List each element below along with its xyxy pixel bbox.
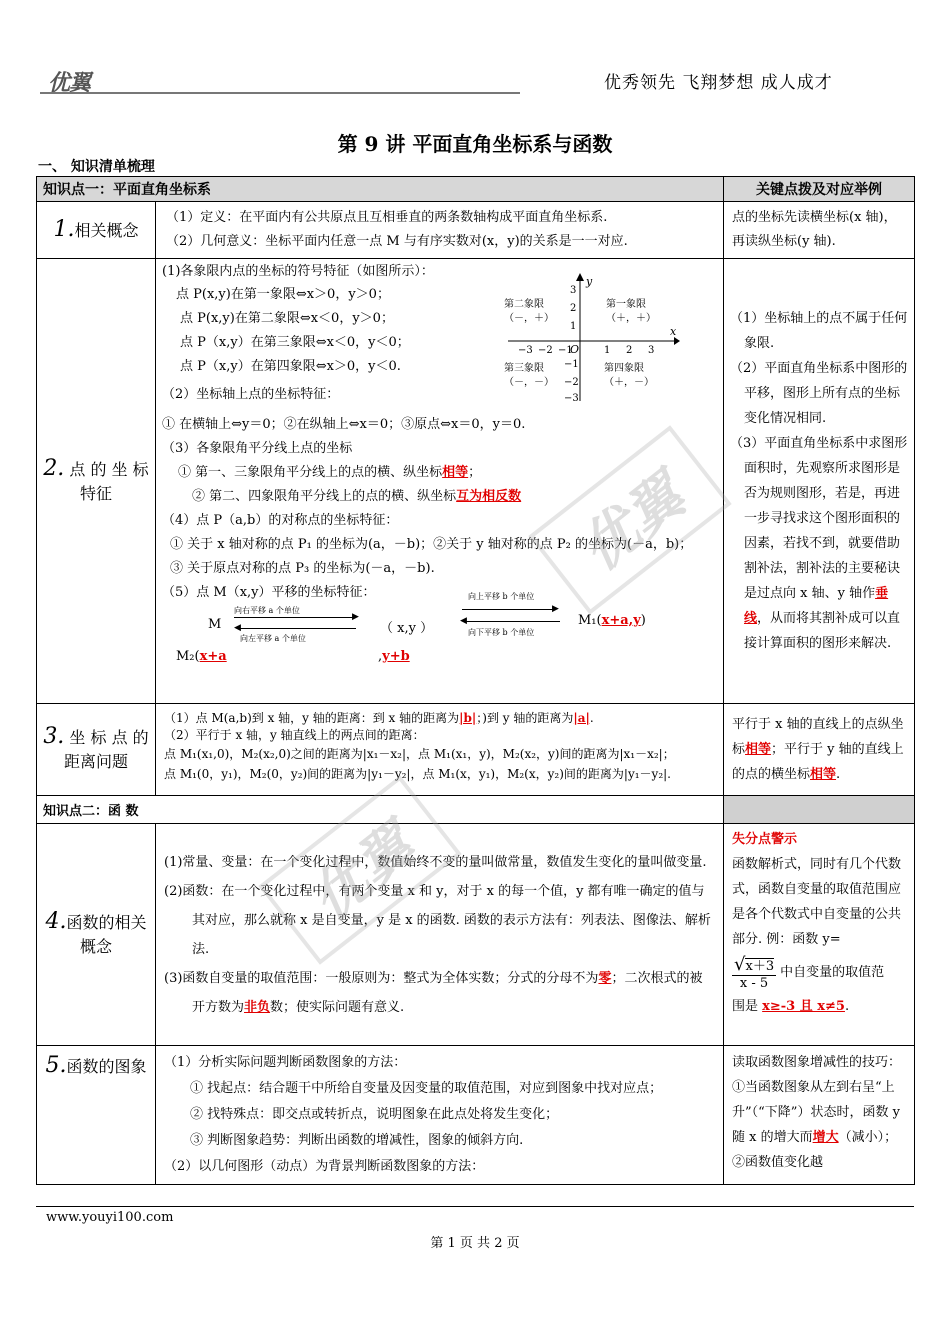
logo: 优翼 (48, 71, 91, 96)
quadrant-2-sign: （－，＋） (504, 313, 554, 324)
row5-content: （1）分析实际问题判断函数图象的方法： ① 找起点：结合题干中所给自变量及因变量的取值范围，对应到图象中找对应点； ② 找特殊点：即交点或转折点，说明图象在此点处将发生变化； ③ 判断图象趋势：判断出函数的增减性，图象的倾斜方向. （2）以几何图形（动点）为背景判断函数图象的方法： (156, 1046, 724, 1185)
watermark: 优翼 (258, 775, 461, 965)
row4-label: 4.函数的相关 概念 (37, 824, 156, 1046)
x-tick: −2 (538, 345, 553, 356)
quadrant-1-sign: （＋，＋） (606, 313, 656, 324)
row3-label: 3. 坐 标 点 的 距离问题 (37, 704, 156, 796)
row2-note: （1）坐标轴上的点不属于任何象限. （2）平面直角坐标系中图形的平移，图形上所有点的坐标变化情况相同. （3）平面直角坐标系中求图形面积时，先观察所求图形是否为规则图形，若是，再进一步寻找求这个图形面积的因素，若找不到，就要借助割补法，割补法的主要秘诀是过点向 x 轴、y 轴作垂线，从而将其割补成可以直接计算面积的图形来解决. (724, 259, 915, 704)
kp2-side (724, 796, 915, 824)
y-axis-label: y (586, 275, 593, 288)
sqrt-fraction: √x＋3 x - 5 (734, 954, 775, 991)
x-tick: −3 (518, 345, 533, 356)
slogan: 优秀领先 飞翔梦想 成人成才 (604, 73, 833, 93)
section-heading: 一、 知识清单梳理 (38, 159, 155, 175)
row4-note: 失分点警示 函数解析式，同时有几个代数式，函数自变量的取值范围应是各个代数式中自变量的公共部分. 例：函数 y= √x＋3 x - 5 中自变量的取值范 围是 x≥-3 且 x≠5. (724, 824, 915, 1046)
y-tick: −1 (564, 359, 579, 370)
quadrant-graph (500, 273, 680, 405)
y-tick: 2 (570, 303, 577, 314)
x-tick: 2 (626, 345, 633, 356)
row1-content: （1）定义：在平面内有公共原点且互相垂直的两条数轴构成平面直角坐标系. （2）几何意义：坐标平面内任意一点 M 与有序实数对(x，y)的关系是一一对应. (156, 202, 724, 259)
quadrant-1-label: 第一象限 (606, 299, 646, 310)
quadrant-2-label: 第二象限 (504, 299, 544, 310)
y-tick: 3 (570, 285, 577, 296)
translation-diagram: M 向右平移 a 个单位 ▶ ◀ 向左平移 a 个单位 （ x,y ） 向上平移 b 个单位 ▶ ◀ 向下平移 b 个单位 M₁(x+a,y) M₂(x+a ,y+b (176, 592, 646, 664)
header-rule (40, 92, 520, 94)
kp1-title: 知识点一：平面直角坐标系 (37, 177, 724, 202)
y-tick: −2 (564, 377, 579, 388)
footer-url[interactable]: www.youyi100.com (46, 1210, 174, 1225)
x-tick: −1 (558, 345, 573, 356)
quadrant-3-label: 第三象限 (504, 363, 544, 374)
knowledge-table (36, 176, 915, 1185)
page-number: 第 1 页 共 2 页 (430, 1236, 520, 1251)
row1-note: 点的坐标先读横坐标(x 轴)，再读纵坐标(y 轴). (724, 202, 915, 259)
side-title: 关键点拨及对应举例 (724, 177, 915, 202)
row3-note: 平行于 x 轴的直线上的点纵坐标相等；平行于 y 轴的直线上的点的横坐标相等. (724, 704, 915, 796)
x-axis-label: x (670, 325, 677, 338)
quadrant-3-sign: （－，－） (504, 377, 554, 388)
quadrant-4-label: 第四象限 (604, 363, 644, 374)
y-tick: −3 (564, 393, 579, 404)
footer-rule (36, 1206, 914, 1207)
page-title: 第 9 讲 平面直角坐标系与函数 (337, 132, 613, 156)
row3-content: （1）点 M(a,b)到 x 轴，y 轴的距离：到 x 轴的距离为|b|；)到 y 轴的距离为|a|. （2）平行于 x 轴，y 轴直线上的两点间的距离： 点 M₁(x₁,0)，M₂(x₂,0)之间的距离为|x₁－x₂|，点 M₁(x₁，y)，M₂(x₂，y)间的距离为|x₁－x₂|； 点 M₁(0，y₁)，M₂(0，y₂)间的距离为|y₁－y₂|，点 M₁(x，y₁)，M₂(x，y₂)间的距离为|y₁－y₂|. (156, 704, 724, 796)
row5-label: 5.函数的图象 (37, 1046, 156, 1185)
watermark: 优翼 (528, 425, 731, 615)
y-tick: 1 (570, 321, 577, 332)
x-tick: 1 (604, 345, 611, 356)
row1-label: 1.相关概念 (37, 202, 156, 259)
x-tick: 3 (648, 345, 655, 356)
quadrant-4-sign: （＋，－） (604, 377, 654, 388)
kp2-title: 知识点二：函 数 (37, 796, 724, 824)
row2-label: 2. 点 的 坐 标 特征 (37, 259, 156, 704)
row4-content: (1)常量、变量：在一个变化过程中，数值始终不变的量叫做常量，数值发生变化的量叫做变量. (2)函数：在一个变化过程中，有两个变量 x 和 y，对于 x 的每一个值，y 都有唯一确定的值与其对应，那么就称 x 是自变量，y 是 x 的函数. 函数的表示方法有：列表法、图像法、解析法. (3)函数自变量的取值范围：一般原则为：整式为全体实数；分式的分母不为零；二次根式的被开方数为非负数；使实际问题有意义. (156, 824, 724, 1046)
origin-label: O (570, 343, 580, 356)
row5-note: 读取函数图象增减性的技巧：①当函数图象从左到右呈“上升”（“下降”）状态时，函数 y 随 x 的增大而增大（减小）；②函数值变化越 (724, 1046, 915, 1185)
row2-content: (1)各象限内点的坐标的符号特征（如图所示）： 点 P(x,y)在第一象限⇔x＞0，y＞0； 点 P(x,y)在第二象限⇔x＜0，y＞0； 点 P（x,y）在第三象限⇔x＜0，y＜0； 点 P（x,y）在第四象限⇔x＞0，y＜0. y x O −3 −2 −1 1 2 3 3 2 1 −1 −2 −3 第二象限 （－，＋） 第一象限 （＋，＋） 第三象限 （－，－） 第四象限 （＋，－） （2）坐标轴上点的坐标特征： ① 在横轴上⇔y＝0；②在纵轴上⇔x＝0；③原点⇔x＝0，y＝0. （3）各象限角平分线上点的坐标 ① 第一、三象限角平分线上的点的横、纵坐标相等； ② 第二、四象限角平分线上的点的横、纵坐标互为相反数 （4）点 P（a,b）的对称点的坐标特征： ① 关于 x 轴对称的点 P₁ 的坐标为(a，－b)；②关于 y 轴对称的点 P₂ 的坐标为(－a，b)； ③ 关于原点对称的点 P₃ 的坐标为(－a，－b). （5）点 M（x,y）平移的坐标特征： M 向右平移 a 个单位 ▶ ◀ 向左平移 a 个单位 （ x,y ） 向上平移 b 个单位 ▶ ◀ 向下平移 b 个单位 M₁(x+a,y) M₂(x+a ,y+b (156, 259, 724, 704)
